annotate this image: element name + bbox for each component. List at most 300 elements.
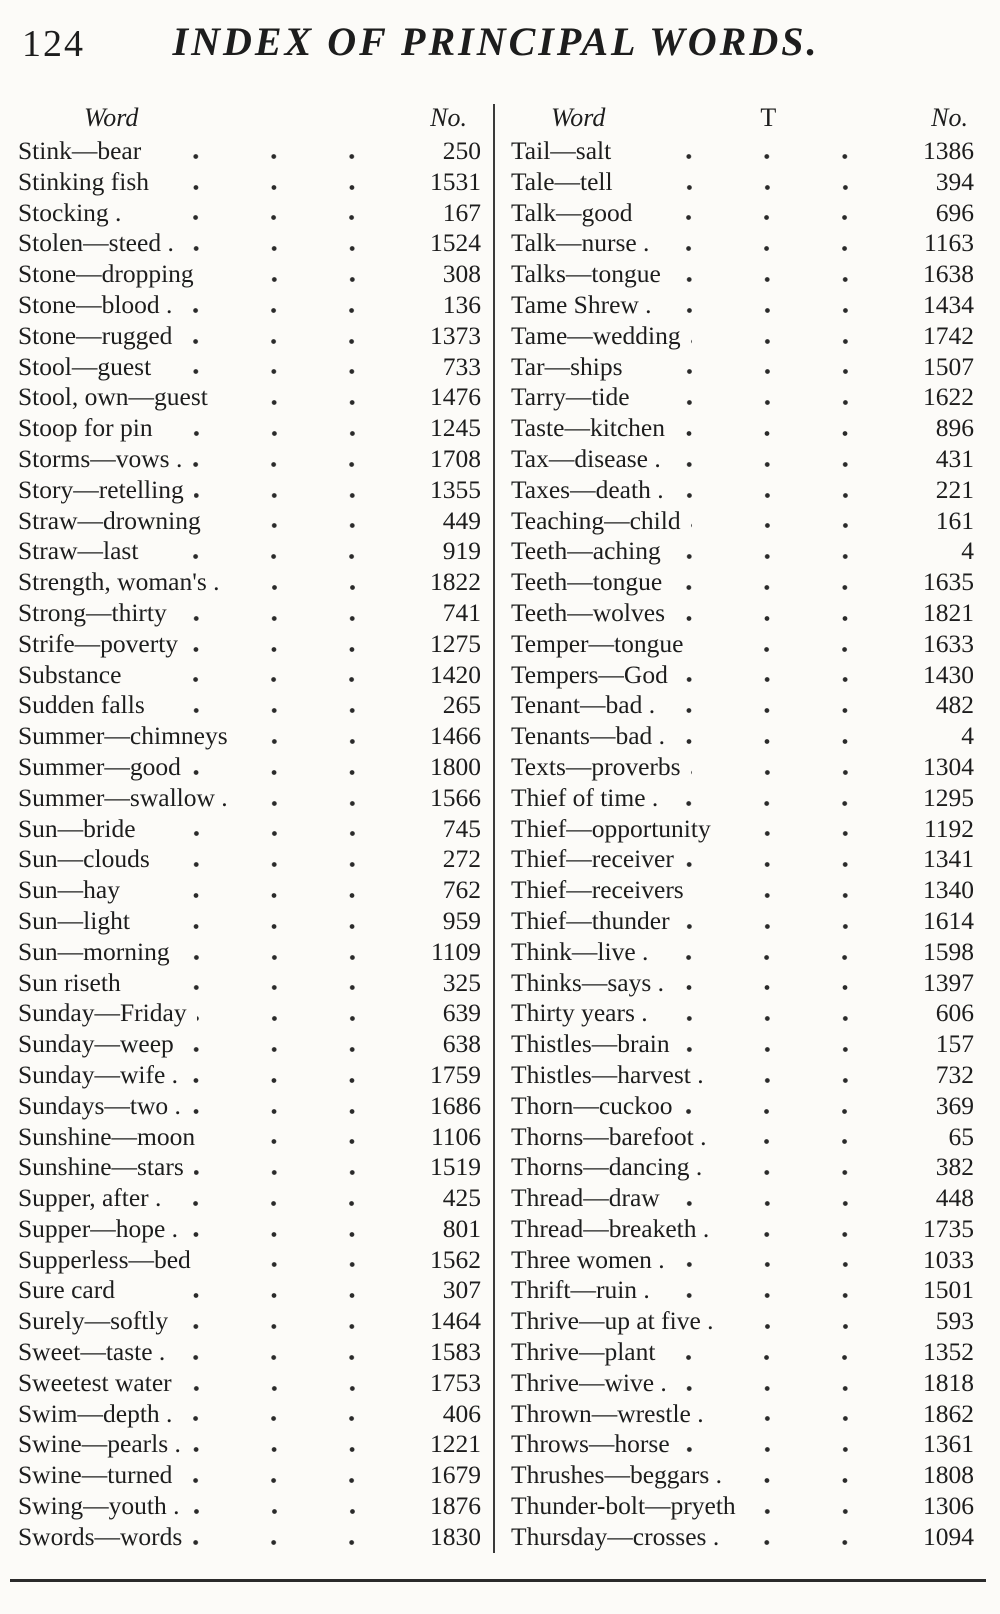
entry-row xyxy=(18,198,481,229)
dot-leader xyxy=(188,1060,399,1091)
entry-word: Stoop for pin xyxy=(18,413,153,443)
entry-number: 431 xyxy=(935,443,974,473)
entry-word: Straw—last xyxy=(18,536,139,566)
entry-row xyxy=(18,1306,481,1337)
entry-row xyxy=(18,1060,481,1091)
dot-leader xyxy=(204,259,399,290)
entry-row xyxy=(18,382,481,413)
dot-leader xyxy=(680,906,892,937)
entry-word: Sure card xyxy=(18,1275,115,1305)
dot-leader xyxy=(160,844,399,875)
entry-row xyxy=(511,136,974,167)
dot-leader xyxy=(178,1306,399,1337)
entry-word: Stool—guest xyxy=(18,351,152,381)
entry-number: 1340 xyxy=(923,875,974,905)
entry-word: Sunshine—stars xyxy=(18,1152,184,1182)
entry-number: 1501 xyxy=(923,1275,974,1305)
dot-leader xyxy=(191,1091,399,1122)
entry-word: Sun—hay xyxy=(18,875,120,905)
dot-leader xyxy=(140,906,399,937)
entry-number: 448 xyxy=(935,1183,974,1213)
entry-word: Stone—rugged xyxy=(18,320,173,350)
entry-word: Thief—thunder xyxy=(511,905,670,935)
entry-number: 732 xyxy=(935,1059,974,1089)
entry-number: 157 xyxy=(935,1029,974,1059)
dot-leader xyxy=(675,1245,892,1276)
entry-word: Surely—softly xyxy=(18,1306,169,1336)
entry-row xyxy=(18,1091,481,1122)
entry-row xyxy=(511,1152,974,1183)
entry-number: 136 xyxy=(442,289,481,319)
entry-row xyxy=(18,475,481,506)
dot-leader xyxy=(182,290,399,321)
entry-row xyxy=(18,259,481,290)
entry-number: 1094 xyxy=(923,1521,974,1551)
entry-number: 1221 xyxy=(430,1429,481,1459)
entry-row xyxy=(18,567,481,598)
entry-number: 1686 xyxy=(430,1090,481,1120)
index-columns xyxy=(18,102,974,1553)
entry-row xyxy=(18,290,481,321)
entry-row xyxy=(18,444,481,475)
entry-row xyxy=(511,1275,974,1306)
entry-word: Thief—receivers xyxy=(511,875,684,905)
entry-row xyxy=(511,228,974,259)
entry-number: 1464 xyxy=(430,1306,481,1336)
entry-number: 696 xyxy=(935,197,974,227)
entry-row xyxy=(511,382,974,413)
entry-row xyxy=(18,814,481,845)
dot-leader xyxy=(724,1306,892,1337)
entry-number: 4 xyxy=(961,536,974,566)
entry-number: 221 xyxy=(935,474,974,504)
dot-leader xyxy=(658,937,892,968)
entry-word: Thief—receiver xyxy=(511,844,674,874)
dot-leader xyxy=(671,536,892,567)
entry-number: 1397 xyxy=(923,967,974,997)
entry-number: 65 xyxy=(948,1121,974,1151)
entry-row xyxy=(511,998,974,1029)
dot-leader xyxy=(182,321,399,352)
entry-row xyxy=(18,721,481,752)
entry-word: Sun riseth xyxy=(18,967,121,997)
entry-row xyxy=(18,1522,481,1553)
entry-row xyxy=(511,1214,974,1245)
entry-word: Tame Shrew . xyxy=(511,289,652,319)
dot-leader xyxy=(721,814,892,845)
entry-row xyxy=(18,228,481,259)
entry-row xyxy=(511,198,974,229)
entry-number: 1862 xyxy=(923,1398,974,1428)
entry-row xyxy=(511,444,974,475)
dot-leader xyxy=(642,198,892,229)
dot-leader xyxy=(218,382,399,413)
entry-word: Supper, after . xyxy=(18,1183,162,1213)
column-header-left xyxy=(18,102,481,134)
entry-number: 1306 xyxy=(923,1491,974,1521)
entry-row xyxy=(511,814,974,845)
entry-word: Stink—bear xyxy=(18,136,142,165)
entry-row xyxy=(511,567,974,598)
entry-word: Storms—vows . xyxy=(18,443,183,473)
entry-word: Thistles—harvest . xyxy=(511,1059,704,1089)
dot-leader xyxy=(175,1337,399,1368)
entry-row xyxy=(511,660,974,691)
entry-row xyxy=(18,536,481,567)
entry-number: 1430 xyxy=(923,659,974,689)
entry-number: 1808 xyxy=(923,1460,974,1490)
entry-word: Tempers—God xyxy=(511,659,668,689)
entry-number: 1420 xyxy=(430,659,481,689)
dot-leader xyxy=(171,1183,399,1214)
dot-leader xyxy=(746,1491,892,1522)
entry-row xyxy=(18,598,481,629)
dot-leader xyxy=(184,1029,399,1060)
entry-row xyxy=(511,506,974,537)
entry-word: Swine—pearls . xyxy=(18,1429,181,1459)
entry-row xyxy=(511,1337,974,1368)
dot-leader xyxy=(188,629,399,660)
entry-word: Sun—bride xyxy=(18,813,136,843)
column-header-right xyxy=(511,102,974,134)
dot-leader xyxy=(238,721,399,752)
entry-word: Thorns—dancing . xyxy=(511,1152,703,1182)
entry-row xyxy=(511,1091,974,1122)
entry-word: Teeth—tongue xyxy=(511,567,663,597)
entry-row xyxy=(18,1368,481,1399)
entry-word: Thrive—wive . xyxy=(511,1367,667,1397)
entry-word: Sweet—taste . xyxy=(18,1337,166,1367)
entry-row xyxy=(18,937,481,968)
dot-leader xyxy=(131,198,399,229)
dot-leader xyxy=(675,721,892,752)
entry-row xyxy=(511,413,974,444)
entry-row xyxy=(18,136,481,167)
dot-leader xyxy=(684,844,892,875)
entry-number: 1386 xyxy=(923,136,974,165)
entry-row xyxy=(511,167,974,198)
entry-row xyxy=(511,690,974,721)
entry-number: 959 xyxy=(442,905,481,935)
dot-leader xyxy=(205,1122,399,1153)
dot-leader xyxy=(675,413,892,444)
entry-number: 1633 xyxy=(923,628,974,658)
dot-leader xyxy=(621,136,892,167)
dot-leader xyxy=(182,1368,399,1399)
dot-leader xyxy=(714,1399,892,1430)
entry-word: Supper—hope . xyxy=(18,1213,179,1243)
entry-number: 741 xyxy=(442,597,481,627)
entry-row xyxy=(511,1429,974,1460)
entry-row xyxy=(511,1460,974,1491)
entry-number: 638 xyxy=(442,1029,481,1059)
entry-number: 1355 xyxy=(430,474,481,504)
dot-leader xyxy=(682,1091,892,1122)
entry-row xyxy=(18,352,481,383)
dot-leader xyxy=(693,629,892,660)
entry-number: 1562 xyxy=(430,1244,481,1274)
entry-word: Thrive—plant xyxy=(511,1337,656,1367)
dot-leader xyxy=(732,1460,892,1491)
entry-number: 1033 xyxy=(923,1244,974,1274)
entry-row xyxy=(511,352,974,383)
entry-word: Thread—draw xyxy=(511,1183,660,1213)
dot-leader xyxy=(155,690,399,721)
entry-row xyxy=(511,783,974,814)
entry-row xyxy=(18,1460,481,1491)
dot-leader xyxy=(130,875,399,906)
entry-number: 1352 xyxy=(923,1337,974,1367)
entries-list-left xyxy=(18,136,481,1553)
entry-row xyxy=(511,1060,974,1091)
index-column-right xyxy=(495,102,974,1553)
entry-word: Think—live . xyxy=(511,936,649,966)
entry-row xyxy=(18,1399,481,1430)
entry-number: 606 xyxy=(935,998,974,1028)
word-header: Word xyxy=(551,103,606,132)
dot-leader xyxy=(191,752,399,783)
entry-number: 762 xyxy=(442,875,481,905)
entry-word: Tenants—bad . xyxy=(511,721,666,751)
entry-row xyxy=(18,321,481,352)
entry-row xyxy=(511,875,974,906)
entry-row xyxy=(18,1245,481,1276)
entry-word: Sunday—wife . xyxy=(18,1059,179,1089)
entry-number: 919 xyxy=(442,536,481,566)
entry-row xyxy=(511,937,974,968)
entry-word: Three women . xyxy=(511,1244,665,1274)
dot-leader xyxy=(670,1183,892,1214)
dot-leader xyxy=(190,1491,399,1522)
dot-leader xyxy=(633,352,892,383)
entry-word: Taste—kitchen xyxy=(511,413,665,443)
entry-word: Story—retelling xyxy=(18,474,184,504)
entry-row xyxy=(18,752,481,783)
dot-leader xyxy=(712,1152,892,1183)
entry-number: 745 xyxy=(442,813,481,843)
entry-row xyxy=(18,167,481,198)
entry-row xyxy=(511,721,974,752)
entry-word: Sweetest water xyxy=(18,1367,172,1397)
dot-leader xyxy=(719,1214,892,1245)
dot-leader xyxy=(674,968,892,999)
entry-number: 167 xyxy=(442,197,481,227)
entry-word: Sun—clouds xyxy=(18,844,150,874)
entry-row xyxy=(18,1152,481,1183)
entry-word: Stinking fish xyxy=(18,166,150,196)
entry-number: 1638 xyxy=(923,259,974,289)
entry-number: 1566 xyxy=(430,782,481,812)
dot-leader xyxy=(177,598,399,629)
entry-row xyxy=(18,1337,481,1368)
entry-row xyxy=(18,506,481,537)
entry-word: Texts—proverbs xyxy=(511,751,681,781)
entry-row xyxy=(18,413,481,444)
word-header: Word xyxy=(84,103,139,132)
no-header: No. xyxy=(931,103,968,132)
entry-row xyxy=(511,475,974,506)
entry-number: 1598 xyxy=(923,936,974,966)
entry-word: Strong—thirty xyxy=(18,597,167,627)
dot-leader xyxy=(668,783,892,814)
entry-word: Thrive—up at five . xyxy=(511,1306,714,1336)
entry-word: Sun—light xyxy=(18,905,130,935)
entry-number: 639 xyxy=(442,998,481,1028)
page-title: INDEX OF PRINCIPAL WORDS. xyxy=(172,19,820,64)
dot-leader xyxy=(151,136,399,167)
dot-leader xyxy=(161,352,399,383)
entry-number: 1822 xyxy=(430,567,481,597)
entry-number: 1818 xyxy=(923,1367,974,1397)
entry-number: 1507 xyxy=(923,351,974,381)
entry-row xyxy=(511,1122,974,1153)
entry-number: 265 xyxy=(442,690,481,720)
entry-number: 896 xyxy=(935,413,974,443)
entry-number: 1373 xyxy=(430,320,481,350)
entry-row xyxy=(18,968,481,999)
dot-leader xyxy=(211,506,399,537)
entry-word: Thrushes—beggars . xyxy=(511,1460,723,1490)
entry-number: 733 xyxy=(442,351,481,381)
entries-list-right xyxy=(511,136,974,1553)
entry-number: 1361 xyxy=(923,1429,974,1459)
entry-word: Summer—swallow . xyxy=(18,782,228,812)
entry-row xyxy=(18,783,481,814)
entry-word: Tar—ships xyxy=(511,351,623,381)
entry-row xyxy=(511,290,974,321)
page-number: 124 xyxy=(22,23,85,65)
dot-leader xyxy=(675,598,892,629)
entry-number: 4 xyxy=(961,721,974,751)
dot-leader xyxy=(640,382,892,413)
entry-word: Substance xyxy=(18,659,122,689)
entry-number: 406 xyxy=(442,1398,481,1428)
entry-row xyxy=(18,1275,481,1306)
entry-number: 1742 xyxy=(923,320,974,350)
entry-number: 1519 xyxy=(430,1152,481,1182)
entry-number: 1679 xyxy=(430,1460,481,1490)
entry-row xyxy=(511,1522,974,1553)
entry-row xyxy=(18,1183,481,1214)
entry-word: Thief of time . xyxy=(511,782,659,812)
entry-number: 449 xyxy=(442,505,481,535)
dot-leader xyxy=(659,228,892,259)
entry-number: 1821 xyxy=(923,597,974,627)
entry-word: Thrift—ruin . xyxy=(511,1275,650,1305)
entry-word: Sundays—two . xyxy=(18,1090,181,1120)
entry-row xyxy=(18,844,481,875)
entry-number: 1466 xyxy=(430,721,481,751)
entry-number: 1583 xyxy=(430,1337,481,1367)
no-header: No. xyxy=(430,103,467,132)
entry-number: 1245 xyxy=(430,413,481,443)
entry-number: 1304 xyxy=(923,751,974,781)
dot-leader xyxy=(192,444,399,475)
dot-leader xyxy=(678,660,892,691)
entry-row xyxy=(511,1029,974,1060)
entry-word: Swim—depth . xyxy=(18,1398,173,1428)
entry-word: Stool, own—guest xyxy=(18,382,208,412)
entry-row xyxy=(18,1491,481,1522)
dot-leader xyxy=(671,444,892,475)
dot-leader xyxy=(677,1368,892,1399)
dot-leader xyxy=(729,1522,892,1553)
entry-number: 308 xyxy=(442,259,481,289)
entry-word: Sunshine—moon xyxy=(18,1121,196,1151)
entry-word: Sudden falls xyxy=(18,690,145,720)
entry-number: 1735 xyxy=(923,1213,974,1243)
entry-row xyxy=(18,1429,481,1460)
entry-word: Thunder-bolt—pryeth xyxy=(511,1491,736,1521)
entry-number: 1163 xyxy=(923,228,974,258)
entry-word: Thief—opportunity xyxy=(511,813,711,843)
entry-word: Thrown—wrestle . xyxy=(511,1398,704,1428)
entry-number: 1830 xyxy=(430,1521,481,1551)
dot-leader xyxy=(159,167,399,198)
entry-word: Summer—chimneys xyxy=(18,721,228,751)
entry-word: Teeth—wolves xyxy=(511,597,666,627)
entry-row xyxy=(511,752,974,783)
dot-leader xyxy=(623,167,892,198)
dot-leader xyxy=(716,1122,892,1153)
entry-word: Thorns—barefoot . xyxy=(511,1121,707,1151)
entry-word: Tenant—bad . xyxy=(511,690,656,720)
dot-leader xyxy=(184,228,399,259)
dot-leader xyxy=(230,567,400,598)
entry-word: Thistles—brain xyxy=(511,1029,670,1059)
entry-row xyxy=(511,1306,974,1337)
dot-leader xyxy=(182,1460,399,1491)
dot-leader xyxy=(197,998,399,1029)
entry-word: Swine—turned xyxy=(18,1460,173,1490)
entry-number: 482 xyxy=(935,690,974,720)
dot-leader xyxy=(148,536,399,567)
dot-leader xyxy=(665,690,892,721)
dot-leader xyxy=(163,413,399,444)
entry-row xyxy=(511,629,974,660)
entry-word: Talk—nurse . xyxy=(511,228,650,258)
entry-word: Strife—poverty xyxy=(18,628,179,658)
entry-number: 801 xyxy=(442,1213,481,1243)
entry-row xyxy=(511,906,974,937)
entry-number: 1106 xyxy=(430,1121,481,1151)
entry-row xyxy=(18,1122,481,1153)
entry-number: 1109 xyxy=(430,936,481,966)
entry-row xyxy=(511,1399,974,1430)
entry-word: Taxes—death . xyxy=(511,474,664,504)
dot-leader xyxy=(680,1429,892,1460)
dot-leader xyxy=(691,506,892,537)
section-letter: T xyxy=(760,103,777,132)
dot-leader xyxy=(125,1275,399,1306)
entry-word: Throws—horse xyxy=(511,1429,670,1459)
entry-row xyxy=(511,321,974,352)
entry-number: 1192 xyxy=(923,813,974,843)
dot-leader xyxy=(691,321,892,352)
entry-word: Tarry—tide xyxy=(511,382,630,412)
entry-word: Stocking . xyxy=(18,197,122,227)
entry-row xyxy=(18,690,481,721)
entry-number: 1275 xyxy=(430,628,481,658)
dot-leader xyxy=(194,475,399,506)
entry-number: 307 xyxy=(442,1275,481,1305)
dot-leader xyxy=(674,475,892,506)
entry-row xyxy=(18,660,481,691)
entry-word: Summer—good xyxy=(18,751,181,781)
entry-row xyxy=(18,906,481,937)
entry-number: 369 xyxy=(935,1090,974,1120)
entry-number: 1800 xyxy=(430,751,481,781)
